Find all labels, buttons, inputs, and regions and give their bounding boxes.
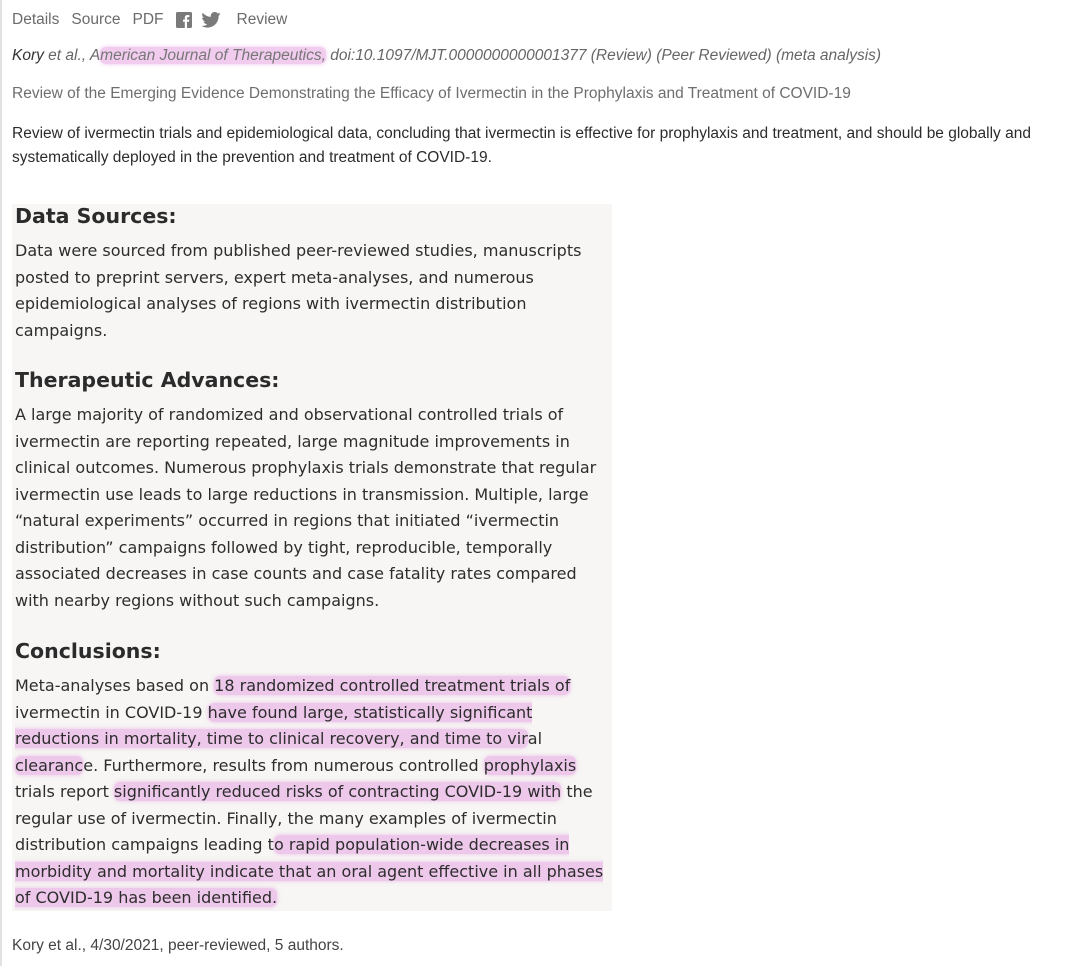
twitter-icon[interactable] — [201, 12, 221, 28]
conclusions-text — [15, 673, 612, 912]
conclusions-highlight: prophylaxis — [483, 755, 577, 775]
citation-doi: doi:10.1097/MJT.0000000000001377 (Review) (Peer Reviewed) (meta analysis) — [325, 47, 882, 64]
conclusions-highlight: o rapid population-wide decreases in morbidity and mortality indicate that an oral agent effective in all phases of COVID-19 has been identified. — [15, 835, 604, 907]
data-sources-text: Data were sourced from published peer-reviewed studies, manuscripts posted to preprint servers, expert meta-analyses, and numerous epidemiological analyses of regions with ivermectin distribution campaigns. — [15, 241, 582, 340]
abstract-box — [12, 204, 612, 911]
conclusions-segment: Meta-analyses based on — [15, 676, 215, 695]
top-nav — [12, 9, 299, 31]
source-link[interactable]: Source — [71, 11, 121, 28]
therapeutic-advances-text: A large majority of randomized and observational controlled trials of ivermectin are reporting repeated, large magnitude improvements in clinical outcomes. Numerous prophylaxis trials demonstrate that regular ivermectin use leads to large reductions in transmission. Multiple, large “natural experiments” occurred in regions that initiated “ivermectin distribution” campaigns followed by tight, reproducible, temporally associated decreases in case counts and case fatality rates compared with nearby regions without such campaigns. — [15, 405, 597, 610]
left-border — [0, 0, 2, 966]
citation-line — [12, 47, 881, 65]
conclusions-segment: the regular use of ivermectin. Finally, the many examples of ivermectin distribution campaigns leading t — [15, 782, 593, 854]
details-link[interactable]: Details — [12, 11, 60, 28]
conclusions-segment: al — [527, 729, 543, 748]
facebook-icon[interactable] — [176, 12, 192, 28]
citation-author: Kory — [12, 47, 44, 64]
conclusions-highlight: have found large, statistically significant reductions in mortality, time to clinical recovery, and time to vir — [15, 702, 533, 748]
conclusions-segment: ivermectin in COVID-19 — [15, 702, 208, 722]
pdf-link[interactable]: PDF — [132, 11, 164, 28]
conclusions-highlight: clearanc — [15, 755, 84, 775]
conclusions-segment: trials report — [15, 782, 114, 801]
footer-meta: Kory et al., 4/30/2021, peer-reviewed, 5 authors. — [12, 937, 344, 954]
conclusions-highlight: 18 randomized controlled treatment trials of — [214, 676, 571, 695]
summary-text: Review of ivermectin trials and epidemiological data, concluding that ivermectin is effective for prophylaxis and treatment, and should be globally and systematically deployed in the prevention and treatment of COVID-19. — [12, 125, 1031, 166]
conclusions-heading: Conclusions: — [15, 639, 161, 663]
paper-title: Review of the Emerging Evidence Demonstrating the Efficacy of Ivermectin in the Prophylaxis and Treatment of COVID-19 — [12, 85, 851, 102]
review-link[interactable]: Review — [236, 11, 288, 28]
citation-etal: et al., A — [43, 47, 101, 64]
conclusions-segment: e. Furthermore, results from numerous controlled — [83, 755, 484, 775]
data-sources-heading: Data Sources: — [15, 204, 177, 228]
therapeutic-advances-heading: Therapeutic Advances: — [15, 368, 280, 392]
conclusions-highlight: significantly reduced risks of contracting COVID-19 with — [113, 782, 562, 801]
citation-journal: merican Journal of Therapeutics, — [100, 47, 326, 64]
